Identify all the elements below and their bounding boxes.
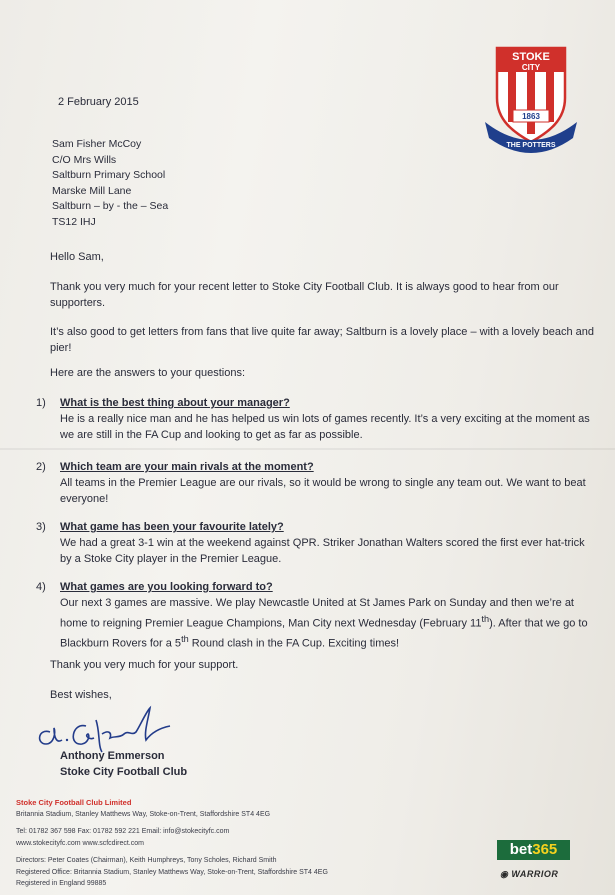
company-web: www.stokecityfc.com www.scfcdirect.com — [16, 839, 144, 847]
letterhead-footer — [16, 797, 328, 890]
bet365-text-a: bet — [509, 841, 533, 858]
address-line: TS12 IHJ — [52, 215, 96, 228]
intro-paragraph: Thank you very much for your recent letter to Stoke City Football Club. It is always good to hear from our supporters. — [50, 281, 559, 309]
answer-text: ). After that we go to Blackburn Rovers for a 5 — [60, 617, 588, 650]
company-address: Britannia Stadium, Stanley Matthews Way, Stoke-on-Trent, Staffordshire ST4 4EG — [16, 810, 271, 818]
greeting: Hello Sam, — [50, 251, 104, 263]
intro-paragraph: Here are the answers to your questions: — [50, 367, 246, 379]
signatory-org: Stoke City Football Club — [60, 766, 188, 778]
question-number: 3) — [36, 521, 46, 533]
paper-fold — [0, 448, 615, 450]
registration-number: Registered in England 99885 — [16, 880, 107, 887]
ordinal-suffix: th — [481, 613, 490, 624]
signatory-name: Anthony Emmerson — [60, 750, 165, 762]
bet365-logo — [497, 840, 570, 860]
question-title: Which team are your main rivals at the moment? — [60, 461, 314, 473]
letter-date: 2 February 2015 — [58, 96, 139, 108]
crest-year: 1863 — [522, 112, 540, 121]
question-title: What games are you looking forward to? — [60, 581, 273, 593]
question-answer — [60, 596, 593, 652]
company-contact: Tel: 01782 367 598 Fax: 01782 592 221 Email: info@stokecityfc.com — [16, 828, 230, 835]
company-name: Stoke City Football Club Limited — [16, 798, 132, 807]
company-directors: Directors: Peter Coates (Chairman), Keith Humphreys, Tony Scholes, Richard Smith — [16, 857, 277, 864]
intro-paragraph: It’s also good to get letters from fans that live quite far away; Saltburn is a lovely place – with a lovely beach and pier! — [50, 326, 594, 354]
crest-city-text: CITY — [521, 63, 541, 72]
address-line: Marske Mill Lane — [52, 184, 132, 197]
question-number: 1) — [36, 397, 46, 409]
recipient-address — [52, 137, 168, 231]
registered-office: Registered Office: Britannia Stadium, Stanley Matthews Way, Stoke-on-Trent, Staffordshire ST4 4EG — [16, 868, 328, 876]
warrior-text: WARRIOR — [511, 869, 559, 879]
question-answer: All teams in the Premier League are our rivals, so it would be wrong to single any team out. We want to beat everyone! — [60, 477, 586, 505]
bet365-text-b: 365 — [532, 841, 558, 858]
answer-text: Our next 3 games are massive. We play Newcastle United at St James Park on Sunday and then we’re at home to reigning Premier League Champions, Man City next Wednesday (February 11 — [60, 597, 574, 630]
crest-motto: THE POTTERS — [506, 142, 556, 149]
handwritten-signature — [28, 702, 178, 754]
question-answer: We had a great 3-1 win at the weekend against QPR. Striker Jonathan Walters scored the first ever hat-trick by a Stoke City player in the Premier League. — [60, 537, 585, 565]
address-line: Sam Fisher McCoy — [52, 138, 142, 150]
address-line: Saltburn Primary School — [52, 169, 166, 182]
signatory — [60, 748, 187, 780]
question-number: 4) — [36, 581, 46, 593]
question-title: What game has been your favourite lately? — [60, 521, 284, 533]
closing-thanks: Thank you very much for your support. — [50, 659, 239, 671]
question-answer: He is a really nice man and he has helped us win lots of games recently. It’s a very exciting at the moment as we are still in the FA Cup and looking to get as far as possible. — [60, 413, 590, 441]
address-line: C/O Mrs Wills — [52, 153, 117, 166]
question-number: 2) — [36, 461, 46, 473]
warrior-logo: ◉ WARRIOR — [500, 869, 559, 879]
sign-off: Best wishes, — [50, 689, 112, 701]
question-title: What is the best thing about your manager? — [60, 397, 290, 409]
ordinal-suffix: th — [181, 633, 189, 644]
answer-text: Round clash in the FA Cup. Exciting times! — [188, 637, 400, 650]
address-line: Saltburn – by - the – Sea — [52, 200, 169, 213]
stoke-city-crest — [483, 46, 579, 158]
crest-stoke-text: STOKE — [512, 51, 550, 63]
